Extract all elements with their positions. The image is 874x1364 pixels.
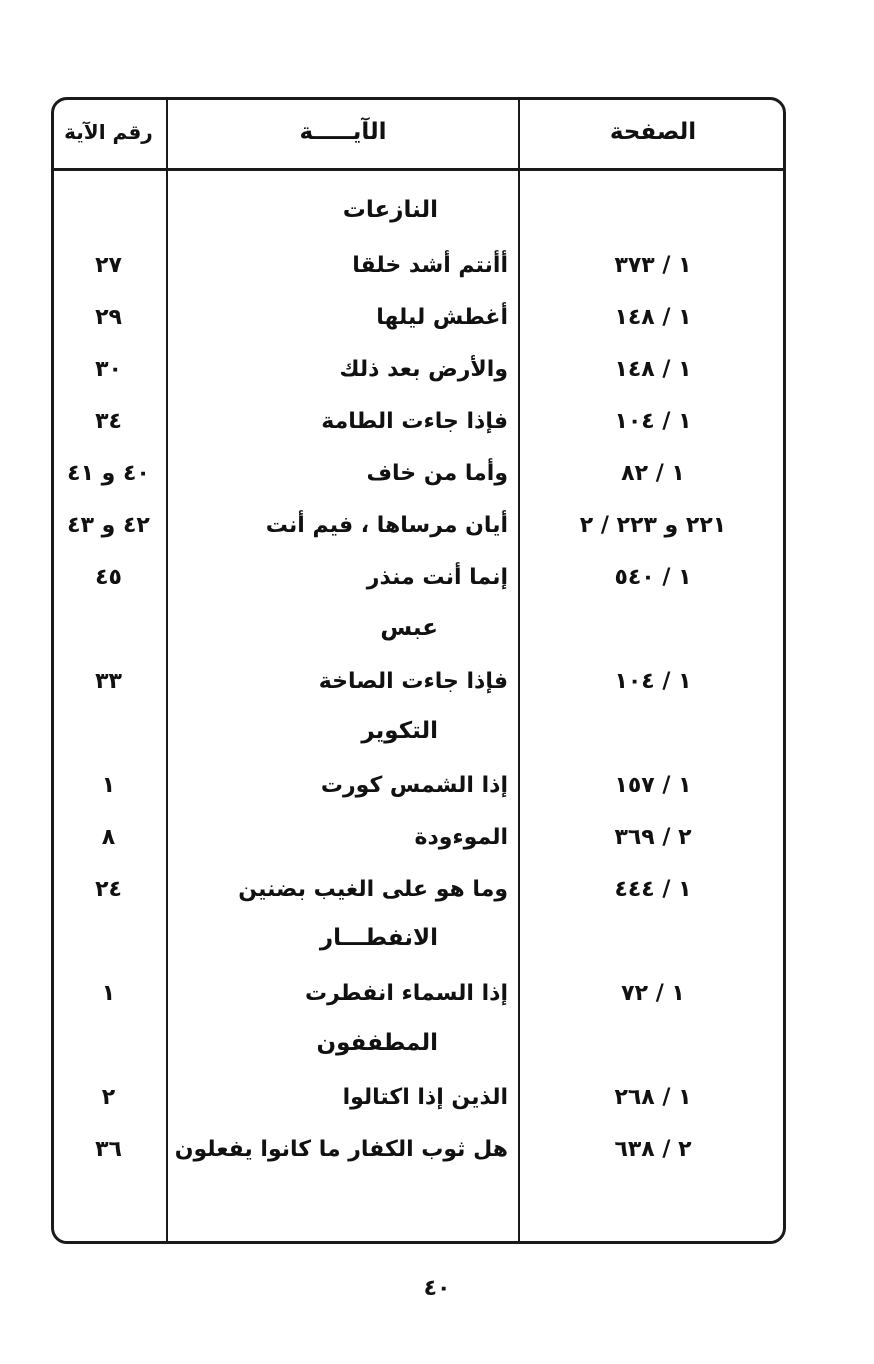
verse-text: هل ثوب الكفار ما كانوا يفعلون [174,1137,508,1162]
verse-text: أأنتم أشد خلقا [352,253,508,278]
header-verse-number: رقم الآية [64,120,153,144]
verse-text: أغطش ليلها [376,305,508,330]
page-ref: ٢٢١ و ٢٢٣ / ٢ [579,513,727,538]
header-page: الصفحة [609,119,697,145]
verse-text: وما هو على الغيب بضنين [238,877,508,902]
surah-title: التكوير [361,718,438,744]
surah-title: النازعات [342,197,438,223]
verse-number: ٢٩ [95,305,122,330]
verse-text: وأما من خاف [366,461,508,486]
header-divider [51,168,786,171]
surah-heading-row [51,920,786,956]
surah-title: الانفطـــار [319,925,438,951]
table-row [51,404,786,440]
surah-title: المطففون [316,1030,438,1056]
header-verse: الآيـــــة [299,119,387,145]
table-row [51,872,786,908]
page-ref: ١ / ١٠٤ [614,409,692,434]
table-row [51,456,786,492]
verse-text: فإذا جاءت الصاخة [318,669,508,694]
verse-number: ٣٦ [95,1137,122,1162]
table-row [51,976,786,1012]
surah-title: عبس [380,615,438,641]
page-ref: ١ / ١٥٧ [614,773,692,798]
verse-number: ٢٤ [95,877,122,902]
table-row [51,664,786,700]
page-ref: ١ / ٥٤٠ [614,565,692,590]
verse-text: إذا الشمس كورت [320,773,508,798]
table-row [51,820,786,856]
verse-number: ١ [101,981,116,1006]
verse-number: ٤٥ [95,565,122,590]
verse-number: ٨ [101,825,116,850]
verse-number: ٤٠ و ٤١ [67,461,150,486]
verse-number: ٢٧ [95,253,122,278]
table-row [51,1132,786,1168]
page-ref: ٢ / ٣٦٩ [614,825,692,850]
surah-heading-row [51,192,786,228]
verse-text: أيان مرساها ، فيم أنت [265,513,508,538]
page-ref: ١ / ١٠٤ [614,669,692,694]
page-ref: ٢ / ٦٣٨ [614,1137,692,1162]
page-number: ٤٠ [423,1276,451,1301]
verse-text: والأرض بعد ذلك [339,357,508,382]
table-row [51,1080,786,1116]
surah-heading-row [51,1025,786,1061]
surah-heading-row [51,713,786,749]
verse-number: ٤٢ و ٤٣ [67,513,150,538]
table-row [51,248,786,284]
page-ref: ١ / ١٤٨ [614,305,692,330]
verse-number: ٣٤ [95,409,122,434]
verse-text: إذا السماء انفطرت [305,981,508,1006]
verse-text: إنما أنت منذر [366,565,508,590]
verse-number: ٢ [101,1085,116,1110]
page-ref: ١ / ٤٤٤ [614,877,692,902]
table-row [51,508,786,544]
page-ref: ١ / ٣٧٣ [614,253,692,278]
verse-number: ١ [101,773,116,798]
table-row [51,768,786,804]
verse-text: فإذا جاءت الطامة [321,409,508,434]
page-ref: ١ / ١٤٨ [614,357,692,382]
table-row [51,560,786,596]
verse-number: ٣٣ [95,669,122,694]
verse-text: الذين إذا اكتالوا [342,1085,508,1110]
verse-text: الموءودة [414,825,508,850]
table-row [51,300,786,336]
page-ref: ١ / ٨٢ [621,461,685,486]
page-ref: ١ / ٧٢ [621,981,685,1006]
surah-heading-row [51,610,786,646]
table-row [51,352,786,388]
verse-number: ٣٠ [95,357,122,382]
page-ref: ١ / ٢٦٨ [614,1085,692,1110]
